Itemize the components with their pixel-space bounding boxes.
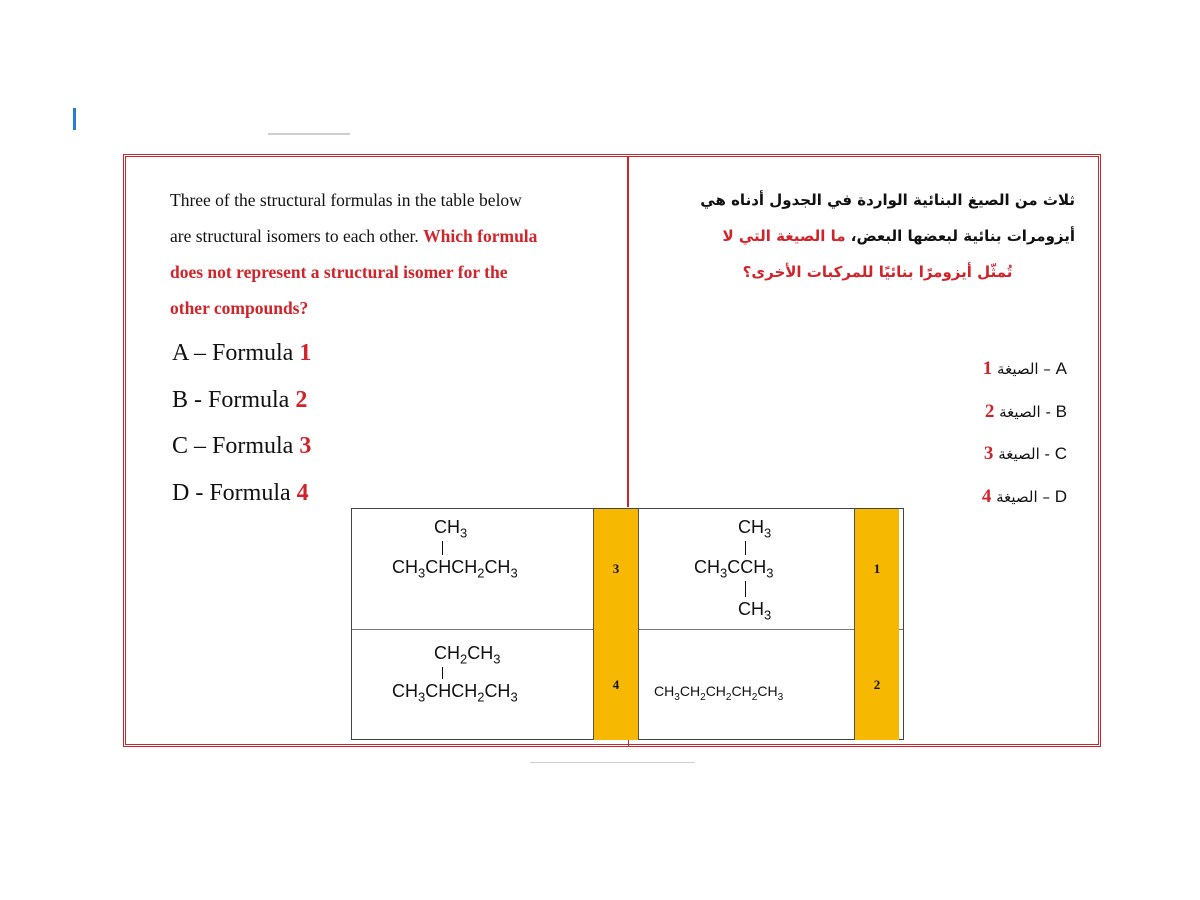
option-en-d-label: D - Formula <box>172 479 297 506</box>
formula-4-bond <box>442 667 443 679</box>
option-ar-a-word: الصيغة <box>997 360 1039 378</box>
formula-1-branch-bottom: $CH_3$ <box>738 599 772 623</box>
option-en-a[interactable] <box>172 330 311 377</box>
formula-2-chain: $CH_3CH_2CH_2CH_2CH_3$ <box>654 683 784 703</box>
option-ar-b[interactable] <box>982 391 1067 434</box>
option-en-b-number: 2 <box>295 386 308 413</box>
decorative-line <box>530 762 695 763</box>
formula-3-cell <box>392 517 592 627</box>
option-en-d-number: 4 <box>296 479 309 506</box>
question-ar-line3: تُمثّل أيزومرًا بنائيًا للمركبات الأخرى؟ <box>742 263 1013 281</box>
option-ar-c-word: الصيغة <box>998 445 1040 463</box>
option-ar-c-number: 3 <box>983 443 994 464</box>
formula-1-branch-top: $CH_3$ <box>738 517 772 541</box>
option-en-b-label: B - Formula <box>172 386 296 413</box>
question-ar-line2 <box>650 218 1075 254</box>
option-ar-b-sep: - <box>1040 402 1056 421</box>
question-en-line1: Three of the structural formulas in the table below <box>170 190 522 210</box>
option-en-b[interactable] <box>172 377 311 424</box>
option-en-d[interactable] <box>172 470 311 517</box>
option-ar-c[interactable] <box>982 433 1067 476</box>
decorative-line <box>268 133 350 135</box>
option-ar-b-letter: B <box>1055 401 1067 421</box>
formula-3-branch: $CH_3$ <box>434 517 468 541</box>
option-ar-d-number: 4 <box>981 485 992 507</box>
question-ar-line1: ثلاث من الصيغ البنائية الواردة في الجدول أدناه هي <box>700 191 1075 209</box>
option-ar-d-letter: D <box>1054 486 1067 506</box>
formula-3-badge: 3 <box>593 509 639 629</box>
question-arabic <box>650 182 1075 290</box>
formula-1-badge: 1 <box>854 509 899 629</box>
formula-1-chain: $CH_3CCH_3$ <box>694 557 774 581</box>
formula-4-badge: 4 <box>593 629 639 740</box>
question-en-line2-highlight: Which formula <box>423 226 538 246</box>
option-ar-a-number: 1 <box>982 358 993 379</box>
formula-3-bond <box>442 541 443 555</box>
formula-4-branch: $CH_2CH_3$ <box>434 643 501 667</box>
options-arabic <box>982 348 1067 518</box>
option-ar-c-sep: - <box>1039 445 1055 463</box>
formula-3-chain: $CH_3CHCH_2CH_3$ <box>392 557 518 581</box>
formula-4-chain: $CH_3CHCH_2CH_3$ <box>392 681 518 705</box>
option-ar-a-sep: – <box>1038 360 1056 378</box>
formula-1-bond-bottom <box>745 581 746 597</box>
options-english <box>172 330 311 516</box>
option-ar-b-number: 2 <box>984 400 995 422</box>
column-divider <box>627 157 629 507</box>
option-ar-d-word: الصيغة <box>996 487 1038 506</box>
question-ar-line2-text: أيزومرات بنائية لبعضها البعض، <box>845 227 1075 245</box>
formula-4-cell <box>392 639 592 739</box>
formula-2-badge: 2 <box>854 629 899 740</box>
option-ar-b-word: الصيغة <box>999 402 1041 421</box>
option-en-a-label: A – Formula <box>172 340 300 366</box>
option-ar-d[interactable] <box>982 476 1067 519</box>
text-cursor-mark <box>73 108 76 130</box>
question-en-line3: does not represent a structural isomer for the <box>170 262 508 282</box>
option-en-c-label: C – Formula <box>172 433 300 459</box>
option-en-c[interactable] <box>172 423 311 470</box>
question-english <box>170 182 620 326</box>
question-en-line2 <box>170 218 620 254</box>
question-ar-line2-highlight: ما الصيغة التي لا <box>722 227 846 245</box>
option-ar-d-sep: – <box>1037 487 1055 506</box>
option-ar-c-letter: C <box>1054 444 1067 463</box>
question-en-line2-text: are structural isomers to each other. <box>170 226 424 246</box>
option-en-a-number: 1 <box>299 340 312 366</box>
question-en-line4: other compounds? <box>170 298 309 318</box>
formula-table <box>351 508 904 740</box>
formula-2-cell <box>654 639 854 739</box>
option-en-c-number: 3 <box>299 433 312 459</box>
option-ar-a[interactable] <box>982 348 1067 391</box>
option-ar-a-letter: A <box>1055 359 1067 378</box>
formula-1-bond-top <box>745 541 746 555</box>
